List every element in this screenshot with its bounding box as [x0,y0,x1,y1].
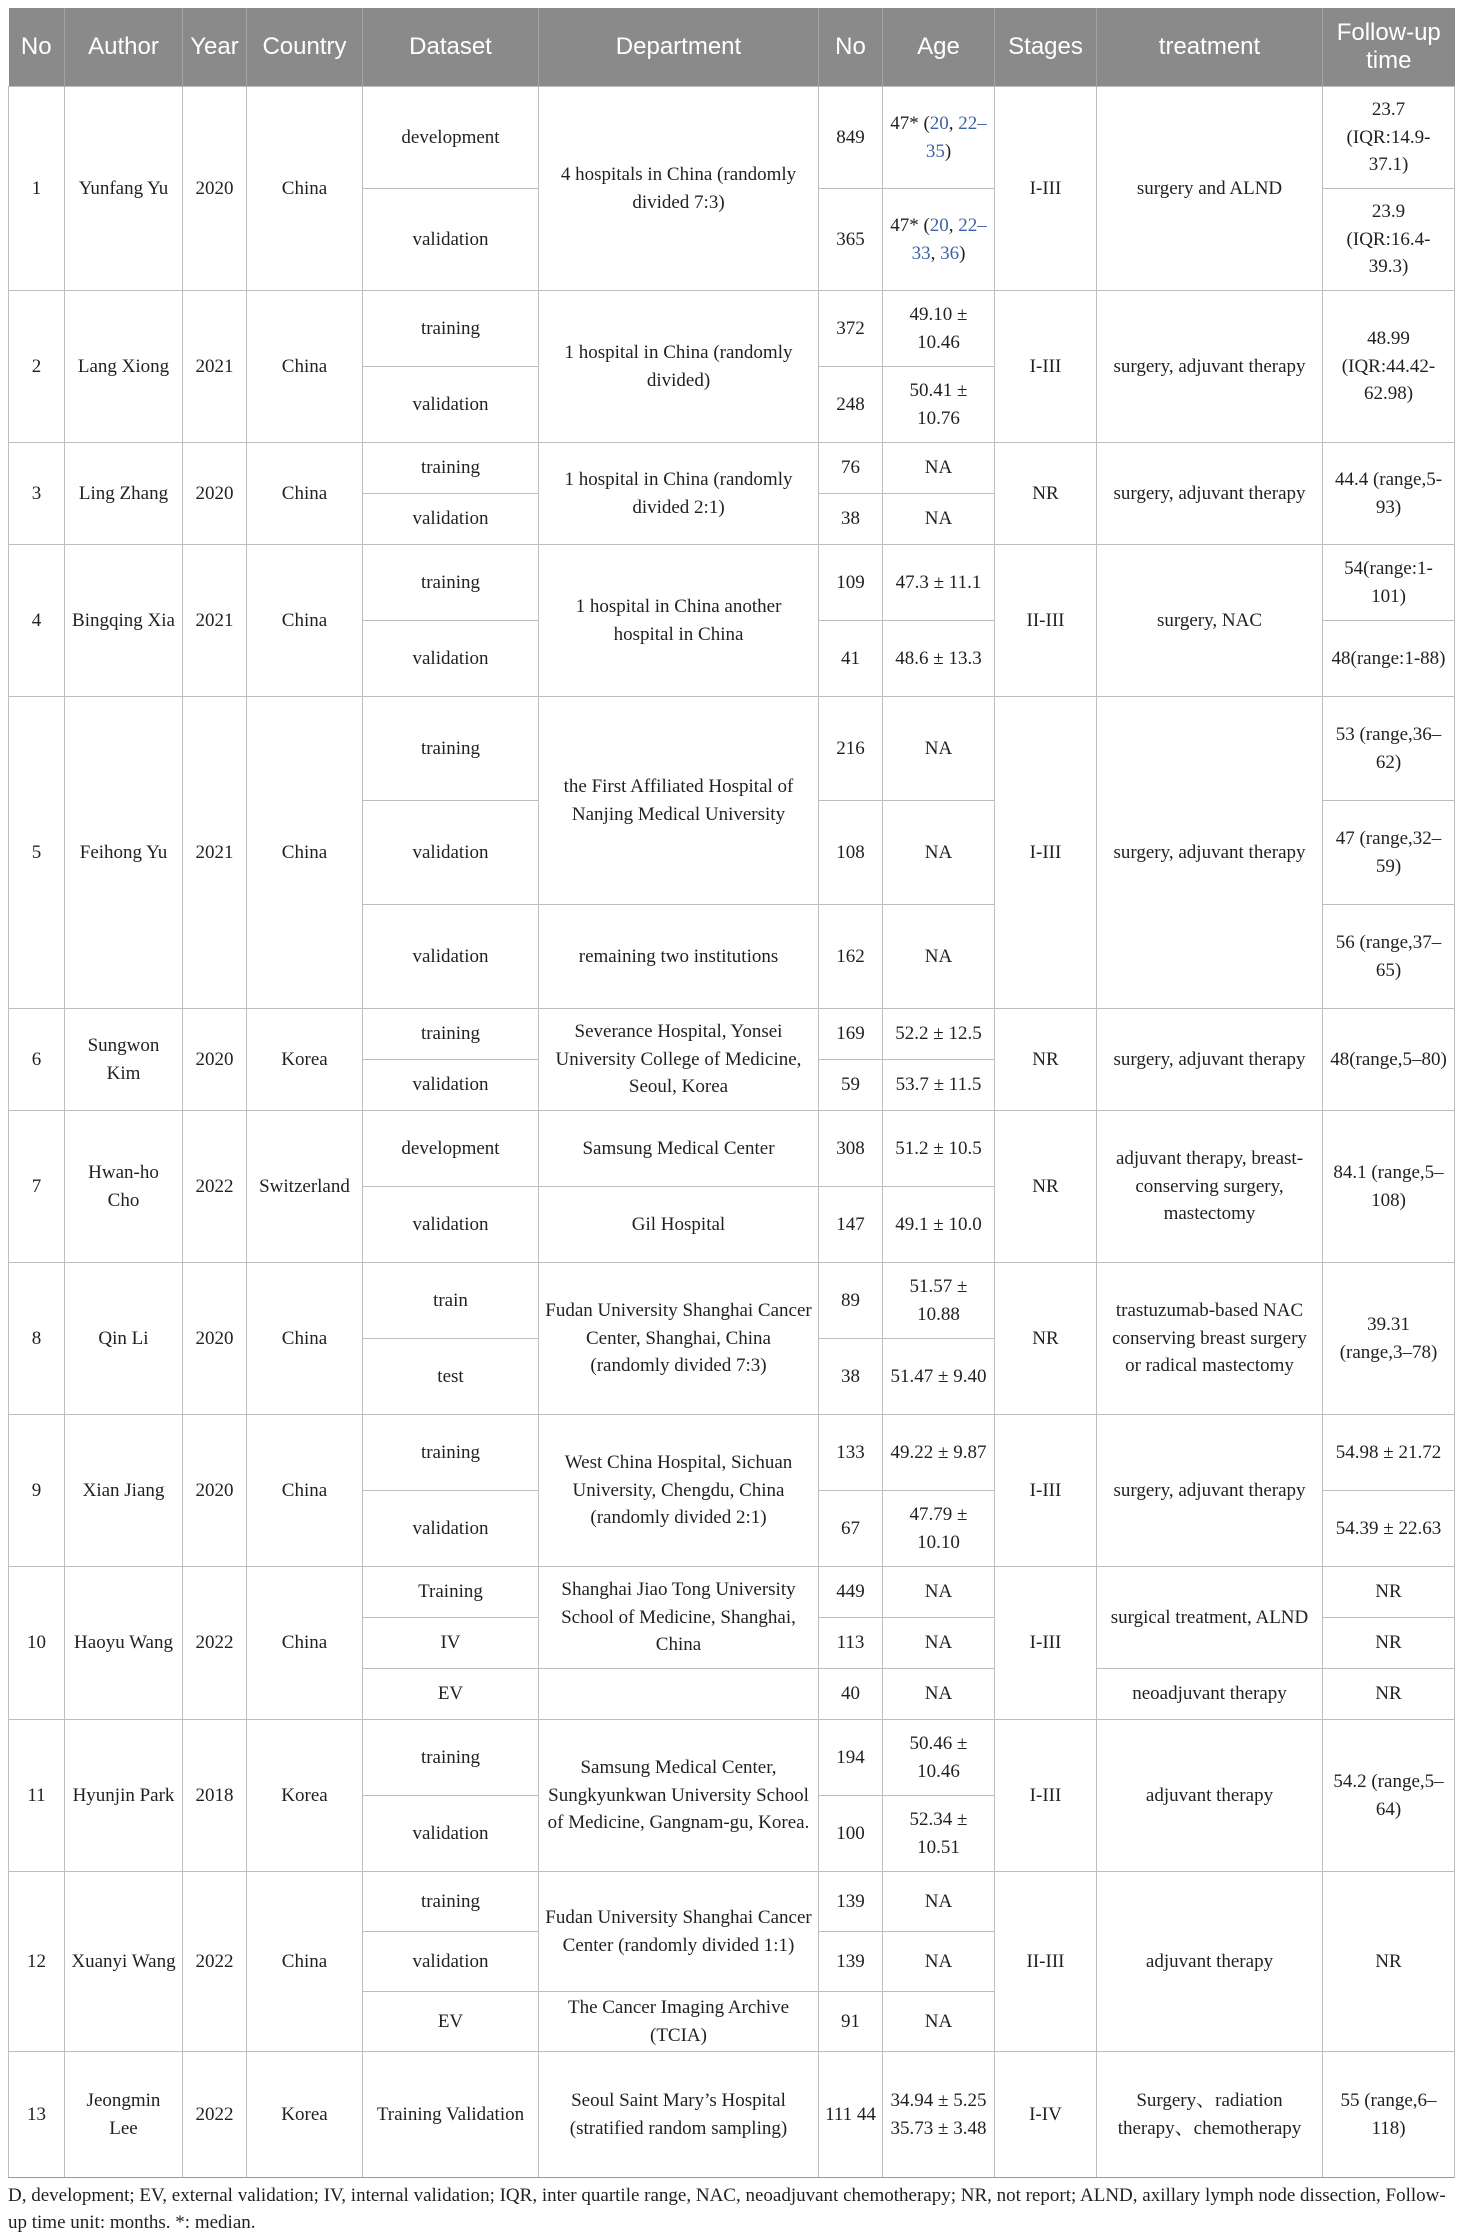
reference-link[interactable]: 20 [929,215,949,236]
treatment-cell: surgery, adjuvant therapy [1097,1009,1323,1111]
header-department: Department [539,8,819,87]
author-cell: Sungwon Kim [65,1009,183,1111]
sample-size-cell: 372 [819,291,883,367]
follow-up-cell: NR [1323,1669,1455,1720]
sample-size-cell: 89 [819,1263,883,1339]
author-cell: Hyunjin Park [65,1720,183,1872]
header-year: Year [183,8,247,87]
sample-size-cell: 849 [819,87,883,189]
dataset-cell: EV [363,1669,539,1720]
table-header [9,8,1455,87]
sample-size-cell: 108 [819,801,883,905]
follow-up-cell: 48(range,5–80) [1323,1009,1455,1111]
header-no: No [9,8,65,87]
study-number: 12 [9,1872,65,2052]
age-cell: 49.1 ± 10.0 [883,1187,995,1263]
year-cell: 2020 [183,443,247,545]
sample-size-cell: 109 [819,545,883,621]
country-cell: Korea [247,1720,363,1872]
department-cell: remaining two institutions [539,905,819,1009]
sample-size-cell: 38 [819,1339,883,1415]
stages-cell: I-III [995,1720,1097,1872]
stages-cell: I-III [995,87,1097,291]
year-cell: 2020 [183,1263,247,1415]
author-cell: Qin Li [65,1263,183,1415]
year-cell: 2021 [183,697,247,1009]
country-cell: China [247,291,363,443]
follow-up-cell: 54.98 ± 21.72 [1323,1415,1455,1491]
study-number: 4 [9,545,65,697]
dataset-cell: Training [363,1567,539,1618]
department-cell: the First Affiliated Hospital of Nanjing Medical University [539,697,819,905]
treatment-cell: surgery and ALND [1097,87,1323,291]
sample-size-cell: 91 [819,1992,883,2052]
study-number: 5 [9,697,65,1009]
country-cell: China [247,697,363,1009]
department-cell: Severance Hospital, Yonsei University College of Medicine, Seoul, Korea [539,1009,819,1111]
age-text: ) [959,242,966,264]
author-cell: Ling Zhang [65,443,183,545]
author-cell: Xuanyi Wang [65,1872,183,2052]
age-text: ) [944,140,952,162]
study-number: 2 [9,291,65,443]
sample-size-cell: 169 [819,1009,883,1060]
treatment-cell: neoadjuvant therapy [1097,1669,1323,1720]
study-number: 10 [9,1567,65,1720]
header-treatment: treatment [1097,8,1323,87]
author-cell: Yunfang Yu [65,87,183,291]
dataset-cell: validation [363,494,539,545]
author-cell: Feihong Yu [65,697,183,1009]
department-cell: Samsung Medical Center [539,1111,819,1187]
dataset-cell: validation [363,801,539,905]
treatment-cell: trastuzumab-based NAC conserving breast surgery or radical mastectomy [1097,1263,1323,1415]
reference-link[interactable]: 22–33 [911,215,987,264]
study-number: 8 [9,1263,65,1415]
follow-up-cell: 53 (range,36–62) [1323,697,1455,801]
year-cell: 2022 [183,1567,247,1720]
age-text: 47* ( [890,113,930,134]
age-cell: NA [883,494,995,545]
stages-cell: I-III [995,1567,1097,1720]
age-cell [883,87,995,189]
table-row [9,1415,1455,1491]
table-row [9,2052,1455,2178]
age-cell: 52.34 ± 10.51 [883,1796,995,1872]
follow-up-cell: 56 (range,37–65) [1323,905,1455,1009]
reference-link[interactable]: 22–35 [925,113,987,162]
sample-size-cell: 113 [819,1618,883,1669]
follow-up-cell: 48.99 (IQR:44.42-62.98) [1323,291,1455,443]
age-cell: 34.94 ± 5.25 35.73 ± 3.48 [883,2052,995,2178]
sample-size-cell: 216 [819,697,883,801]
sample-size-cell: 365 [819,189,883,291]
sample-size-cell: 139 [819,1872,883,1932]
sample-size-cell: 40 [819,1669,883,1720]
department-cell: Gil Hospital [539,1187,819,1263]
country-cell: Korea [247,2052,363,2178]
stages-cell: NR [995,1009,1097,1111]
treatment-cell: surgical treatment, ALND [1097,1567,1323,1669]
author-cell: Jeongmin Lee [65,2052,183,2178]
table-wrapper [8,8,1454,2178]
follow-up-cell: 44.4 (range,5-93) [1323,443,1455,545]
follow-up-cell: 47 (range,32–59) [1323,801,1455,905]
table-row [9,1872,1455,1932]
sample-size-cell: 111 44 [819,2052,883,2178]
dataset-cell: validation [363,905,539,1009]
age-cell: 51.47 ± 9.40 [883,1339,995,1415]
sample-size-cell: 248 [819,367,883,443]
year-cell: 2022 [183,1111,247,1263]
age-cell: NA [883,697,995,801]
country-cell: Korea [247,1009,363,1111]
dataset-cell: EV [363,1992,539,2052]
age-cell: NA [883,1992,995,2052]
age-cell: NA [883,1669,995,1720]
header-stages: Stages [995,8,1097,87]
year-cell: 2021 [183,545,247,697]
dataset-cell: training [363,1415,539,1491]
age-cell: 47.79 ± 10.10 [883,1491,995,1567]
department-cell: Seoul Saint Mary’s Hospital (stratified random sampling) [539,2052,819,2178]
dataset-cell: training [363,291,539,367]
age-cell: 49.22 ± 9.87 [883,1415,995,1491]
country-cell: China [247,1567,363,1720]
year-cell: 2022 [183,1872,247,2052]
table-body [9,87,1455,2178]
dataset-cell: training [363,1009,539,1060]
treatment-cell: adjuvant therapy, breast-conserving surgery, mastectomy [1097,1111,1323,1263]
age-cell: NA [883,905,995,1009]
age-cell: NA [883,1932,995,1992]
stages-cell: NR [995,1111,1097,1263]
age-cell: 49.10 ± 10.46 [883,291,995,367]
author-cell: Hwan-ho Cho [65,1111,183,1263]
department-cell: Shanghai Jiao Tong University School of Medicine, Shanghai, China [539,1567,819,1669]
study-number: 6 [9,1009,65,1111]
follow-up-cell: 84.1 (range,5–108) [1323,1111,1455,1263]
study-number: 9 [9,1415,65,1567]
header-author: Author [65,8,183,87]
follow-up-cell: NR [1323,1872,1455,2052]
follow-up-cell: 23.9 (IQR:16.4-39.3) [1323,189,1455,291]
follow-up-cell: 54.2 (range,5–64) [1323,1720,1455,1872]
author-cell: Haoyu Wang [65,1567,183,1720]
age-text: , [948,113,959,134]
table-footnote: D, development; EV, external validation; IV, internal validation; IQR, inter quartile range, NAC, neoadjuvant chemotherapy; NR, not report; ALND, axillary lymph node dissection, Follow-up time unit: months. *: median. [8,2177,1454,2236]
dataset-cell: validation [363,1060,539,1111]
sample-size-cell: 67 [819,1491,883,1567]
header-country: Country [247,8,363,87]
age-cell: 53.7 ± 11.5 [883,1060,995,1111]
dataset-cell: validation [363,621,539,697]
stages-cell: I-III [995,1415,1097,1567]
age-cell: NA [883,443,995,494]
department-cell: 1 hospital in China (randomly divided 2:1) [539,443,819,545]
sample-size-cell: 133 [819,1415,883,1491]
treatment-cell: surgery, adjuvant therapy [1097,443,1323,545]
sample-size-cell: 162 [819,905,883,1009]
age-cell: 50.46 ± 10.46 [883,1720,995,1796]
dataset-cell: training [363,1872,539,1932]
age-cell: NA [883,801,995,905]
table-row [9,1567,1455,1618]
table-row [9,291,1455,367]
age-cell: NA [883,1567,995,1618]
dataset-cell: IV [363,1618,539,1669]
study-number: 3 [9,443,65,545]
header-dataset: Dataset [363,8,539,87]
age-text: , [948,215,959,236]
stages-cell: II-III [995,1872,1097,2052]
stages-cell: NR [995,443,1097,545]
age-cell: 51.57 ± 10.88 [883,1263,995,1339]
year-cell: 2018 [183,1720,247,1872]
treatment-cell: surgery, NAC [1097,545,1323,697]
stages-cell: I-III [995,291,1097,443]
table-row [9,87,1455,189]
dataset-cell: training [363,443,539,494]
sample-size-cell: 38 [819,494,883,545]
stages-cell: NR [995,1263,1097,1415]
follow-up-cell: 54(range:1-101) [1323,545,1455,621]
department-cell: 4 hospitals in China (randomly divided 7:3) [539,87,819,291]
treatment-cell: surgery, adjuvant therapy [1097,697,1323,1009]
age-text: 47* ( [890,215,930,236]
table-row [9,545,1455,621]
table-row [9,1111,1455,1187]
department-cell: Samsung Medical Center, Sungkyunkwan University School of Medicine, Gangnam-gu, Korea. [539,1720,819,1872]
follow-up-cell: 23.7 (IQR:14.9-37.1) [1323,87,1455,189]
follow-up-cell: 55 (range,6–118) [1323,2052,1455,2178]
country-cell: China [247,1872,363,2052]
year-cell: 2021 [183,291,247,443]
header-sample-no: No [819,8,883,87]
dataset-cell: validation [363,1491,539,1567]
dataset-cell: Training Validation [363,2052,539,2178]
sample-size-cell: 139 [819,1932,883,1992]
sample-size-cell: 41 [819,621,883,697]
department-cell: The Cancer Imaging Archive (TCIA) [539,1992,819,2052]
dataset-cell: validation [363,1796,539,1872]
dataset-cell: training [363,697,539,801]
follow-up-cell: 54.39 ± 22.63 [1323,1491,1455,1567]
author-cell: Lang Xiong [65,291,183,443]
sample-size-cell: 100 [819,1796,883,1872]
age-cell [883,189,995,291]
age-cell: 48.6 ± 13.3 [883,621,995,697]
study-number: 11 [9,1720,65,1872]
treatment-cell: surgery, adjuvant therapy [1097,291,1323,443]
header-row [9,8,1455,87]
dataset-cell: training [363,1720,539,1796]
author-cell: Xian Jiang [65,1415,183,1567]
department-cell [539,1669,819,1720]
age-text: , [930,242,941,264]
stages-cell: I-III [995,697,1097,1009]
age-cell: 47.3 ± 11.1 [883,545,995,621]
table-row [9,697,1455,801]
table-row [9,1263,1455,1339]
study-number: 1 [9,87,65,291]
header-follow-up: Follow-up time [1323,8,1455,87]
department-cell: 1 hospital in China (randomly divided) [539,291,819,443]
sample-size-cell: 76 [819,443,883,494]
treatment-cell: surgery, adjuvant therapy [1097,1415,1323,1567]
sample-size-cell: 449 [819,1567,883,1618]
reference-link[interactable]: 20 [929,113,949,134]
dataset-cell: development [363,87,539,189]
dataset-cell: validation [363,1932,539,1992]
treatment-cell: adjuvant therapy [1097,1872,1323,2052]
dataset-cell: validation [363,1187,539,1263]
treatment-cell: adjuvant therapy [1097,1720,1323,1872]
department-cell: 1 hospital in China another hospital in China [539,545,819,697]
follow-up-cell: NR [1323,1618,1455,1669]
treatment-cell: Surgery、radiation therapy、chemotherapy [1097,2052,1323,2178]
year-cell: 2022 [183,2052,247,2178]
table-row [9,1720,1455,1796]
study-number: 13 [9,2052,65,2178]
country-cell: China [247,443,363,545]
header-age: Age [883,8,995,87]
follow-up-cell: 48(range:1-88) [1323,621,1455,697]
age-cell: NA [883,1872,995,1932]
dataset-cell: training [363,545,539,621]
studies-table [8,8,1455,2178]
study-number: 7 [9,1111,65,1263]
year-cell: 2020 [183,1009,247,1111]
age-cell: 50.41 ± 10.76 [883,367,995,443]
author-cell: Bingqing Xia [65,545,183,697]
sample-size-cell: 147 [819,1187,883,1263]
age-cell: NA [883,1618,995,1669]
department-cell: West China Hospital, Sichuan University, Chengdu, China (randomly divided 2:1) [539,1415,819,1567]
reference-link[interactable]: 36 [940,242,960,264]
country-cell: China [247,1263,363,1415]
age-cell: 51.2 ± 10.5 [883,1111,995,1187]
table-row [9,1009,1455,1060]
sample-size-cell: 308 [819,1111,883,1187]
country-cell: China [247,545,363,697]
dataset-cell: validation [363,189,539,291]
stages-cell: I-IV [995,2052,1097,2178]
country-cell: China [247,87,363,291]
sample-size-cell: 194 [819,1720,883,1796]
department-cell: Fudan University Shanghai Cancer Center, Shanghai, China (randomly divided 7:3) [539,1263,819,1415]
year-cell: 2020 [183,1415,247,1567]
dataset-cell: validation [363,367,539,443]
stages-cell: II-III [995,545,1097,697]
table-row [9,443,1455,494]
department-cell: Fudan University Shanghai Cancer Center (randomly divided 1:1) [539,1872,819,1992]
sample-size-cell: 59 [819,1060,883,1111]
dataset-cell: test [363,1339,539,1415]
year-cell: 2020 [183,87,247,291]
follow-up-cell: NR [1323,1567,1455,1618]
dataset-cell: train [363,1263,539,1339]
country-cell: Switzerland [247,1111,363,1263]
age-cell: 52.2 ± 12.5 [883,1009,995,1060]
country-cell: China [247,1415,363,1567]
follow-up-cell: 39.31 (range,3–78) [1323,1263,1455,1415]
dataset-cell: development [363,1111,539,1187]
